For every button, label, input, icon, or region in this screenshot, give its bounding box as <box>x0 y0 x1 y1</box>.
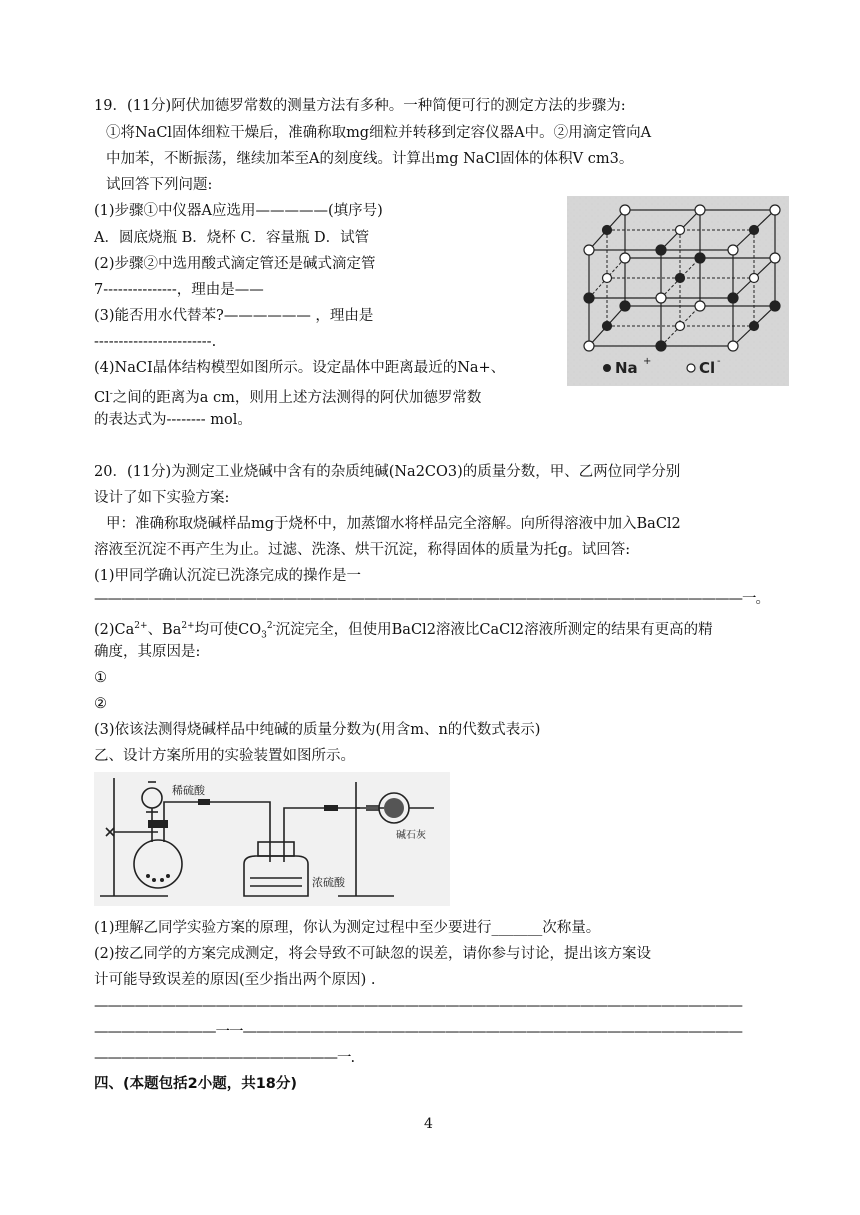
q20-yi-part1: (1)理解乙同学实验方案的原理，你认为测定过程中至少要进行_______次称量。 <box>94 920 601 936</box>
label-soda-lime: 碱石灰 <box>396 830 426 841</box>
q19-step-a: ①将NaCl固体细粒干燥后，准确称取mg细粒并转移到定容仪器A中。②用滴定管向A <box>106 125 652 141</box>
label-dilute-acid: 稀硫酸 <box>172 784 205 797</box>
q20-part2-a: $(2)Ca^{2+}$、$Ba^{2+}$均可使$CO_3^{2-}$沉淀完全，但使用BaCl2溶液比CaCl2溶液所测定的结果有更高的精 <box>94 621 713 641</box>
q20-title: 20．(11分)为测定工业烧碱中含有的杂质纯碱(Na2CO3)的质量分数，甲、乙两位同学分别 <box>94 464 681 480</box>
q20-jia-a: 甲：准确称取烧碱样品mg于烧杯中，加蒸馏水将样品完全溶解。向所得溶液中加入BaCl2 <box>106 516 681 532</box>
apparatus-figure <box>94 772 450 906</box>
legend-cl: Cl <box>699 359 716 377</box>
q19-part1: (1)步骤①中仪器A应选用—————(填序号) <box>94 203 383 219</box>
page-number: 4 <box>424 1116 433 1132</box>
q19-options: A．圆底烧瓶 B．烧杯 C．容量瓶 D．试管 <box>94 230 370 246</box>
q20-part1: (1)甲同学确认沉淀已洗涤完成的操作是一 <box>94 568 362 584</box>
q20-yi: 乙、设计方案所用的实验装置如图所示。 <box>94 748 355 764</box>
q19-title: 19．(11分)阿伏加德罗常数的测量方法有多种。一种简便可行的测定方法的步骤为: <box>94 98 626 114</box>
q19-prompt: 试回答下列问题: <box>106 177 213 193</box>
legend-na-sup: + <box>643 356 652 367</box>
q19-part4-b: Cl-之间的距离为a cm，则用上述方法测得的阿伏加德罗常数 <box>94 389 482 406</box>
q20-yi-part2-b: 计可能导致误差的原因(至少指出两个原因) . <box>94 972 376 988</box>
q20-title-b: 设计了如下实验方案: <box>94 490 230 506</box>
q20-part1-blank: ————————————————————————————————————————————————一。 <box>94 591 769 607</box>
nacl-crystal-figure <box>567 196 789 386</box>
legend-cl-sup: - <box>717 356 721 367</box>
q20-part3: (3)依该法测得烧碱样品中纯碱的质量分数为(用含m、n的代数式表示) <box>94 722 541 738</box>
q19-part4-a: (4)NaCI晶体结构模型如图所示。设定晶体中距离最近的Na+、 <box>94 360 506 376</box>
q19-part3-blank: ------------------------. <box>94 334 217 350</box>
section-four-heading: 四、(本题包括2小题，共18分) <box>94 1076 298 1092</box>
q20-answer-line-1: ———————————————————————————————————————————————— <box>94 998 742 1014</box>
q20-answer-line-2: —————————一一————————————————————————————————————— <box>94 1024 742 1040</box>
q19-part3: (3)能否用水代替苯?—————— ，理由是 <box>94 308 374 324</box>
q20-answer-line-3: ——————————————————一. <box>94 1050 355 1066</box>
q20-jia-b: 溶液至沉淀不再产生为止。过滤、洗涤、烘干沉淀，称得固体的质量为托g。试回答: <box>94 542 631 558</box>
legend-na: Na <box>615 359 638 377</box>
q19-part2-blank: 7---------------，理由是—— <box>94 282 264 298</box>
label-conc-acid: 浓硫酸 <box>312 876 345 889</box>
q20-part2-b: 确度，其原因是: <box>94 644 201 660</box>
q20-reason-1: ① <box>94 670 107 686</box>
q20-yi-part2-a: (2)按乙同学的方案完成测定，将会导致不可缺忽的误差，请你参与讨论，提出该方案设 <box>94 946 652 962</box>
q20-reason-2: ② <box>94 696 107 712</box>
q19-part4-c: 的表达式为-------- mol。 <box>94 412 252 428</box>
q19-part2: (2)步骤②中选用酸式滴定管还是碱式滴定管 <box>94 256 376 272</box>
q19-step-b: 中加苯，不断振荡，继续加苯至A的刻度线。计算出mg NaCl固体的体积V cm3。 <box>106 151 634 167</box>
